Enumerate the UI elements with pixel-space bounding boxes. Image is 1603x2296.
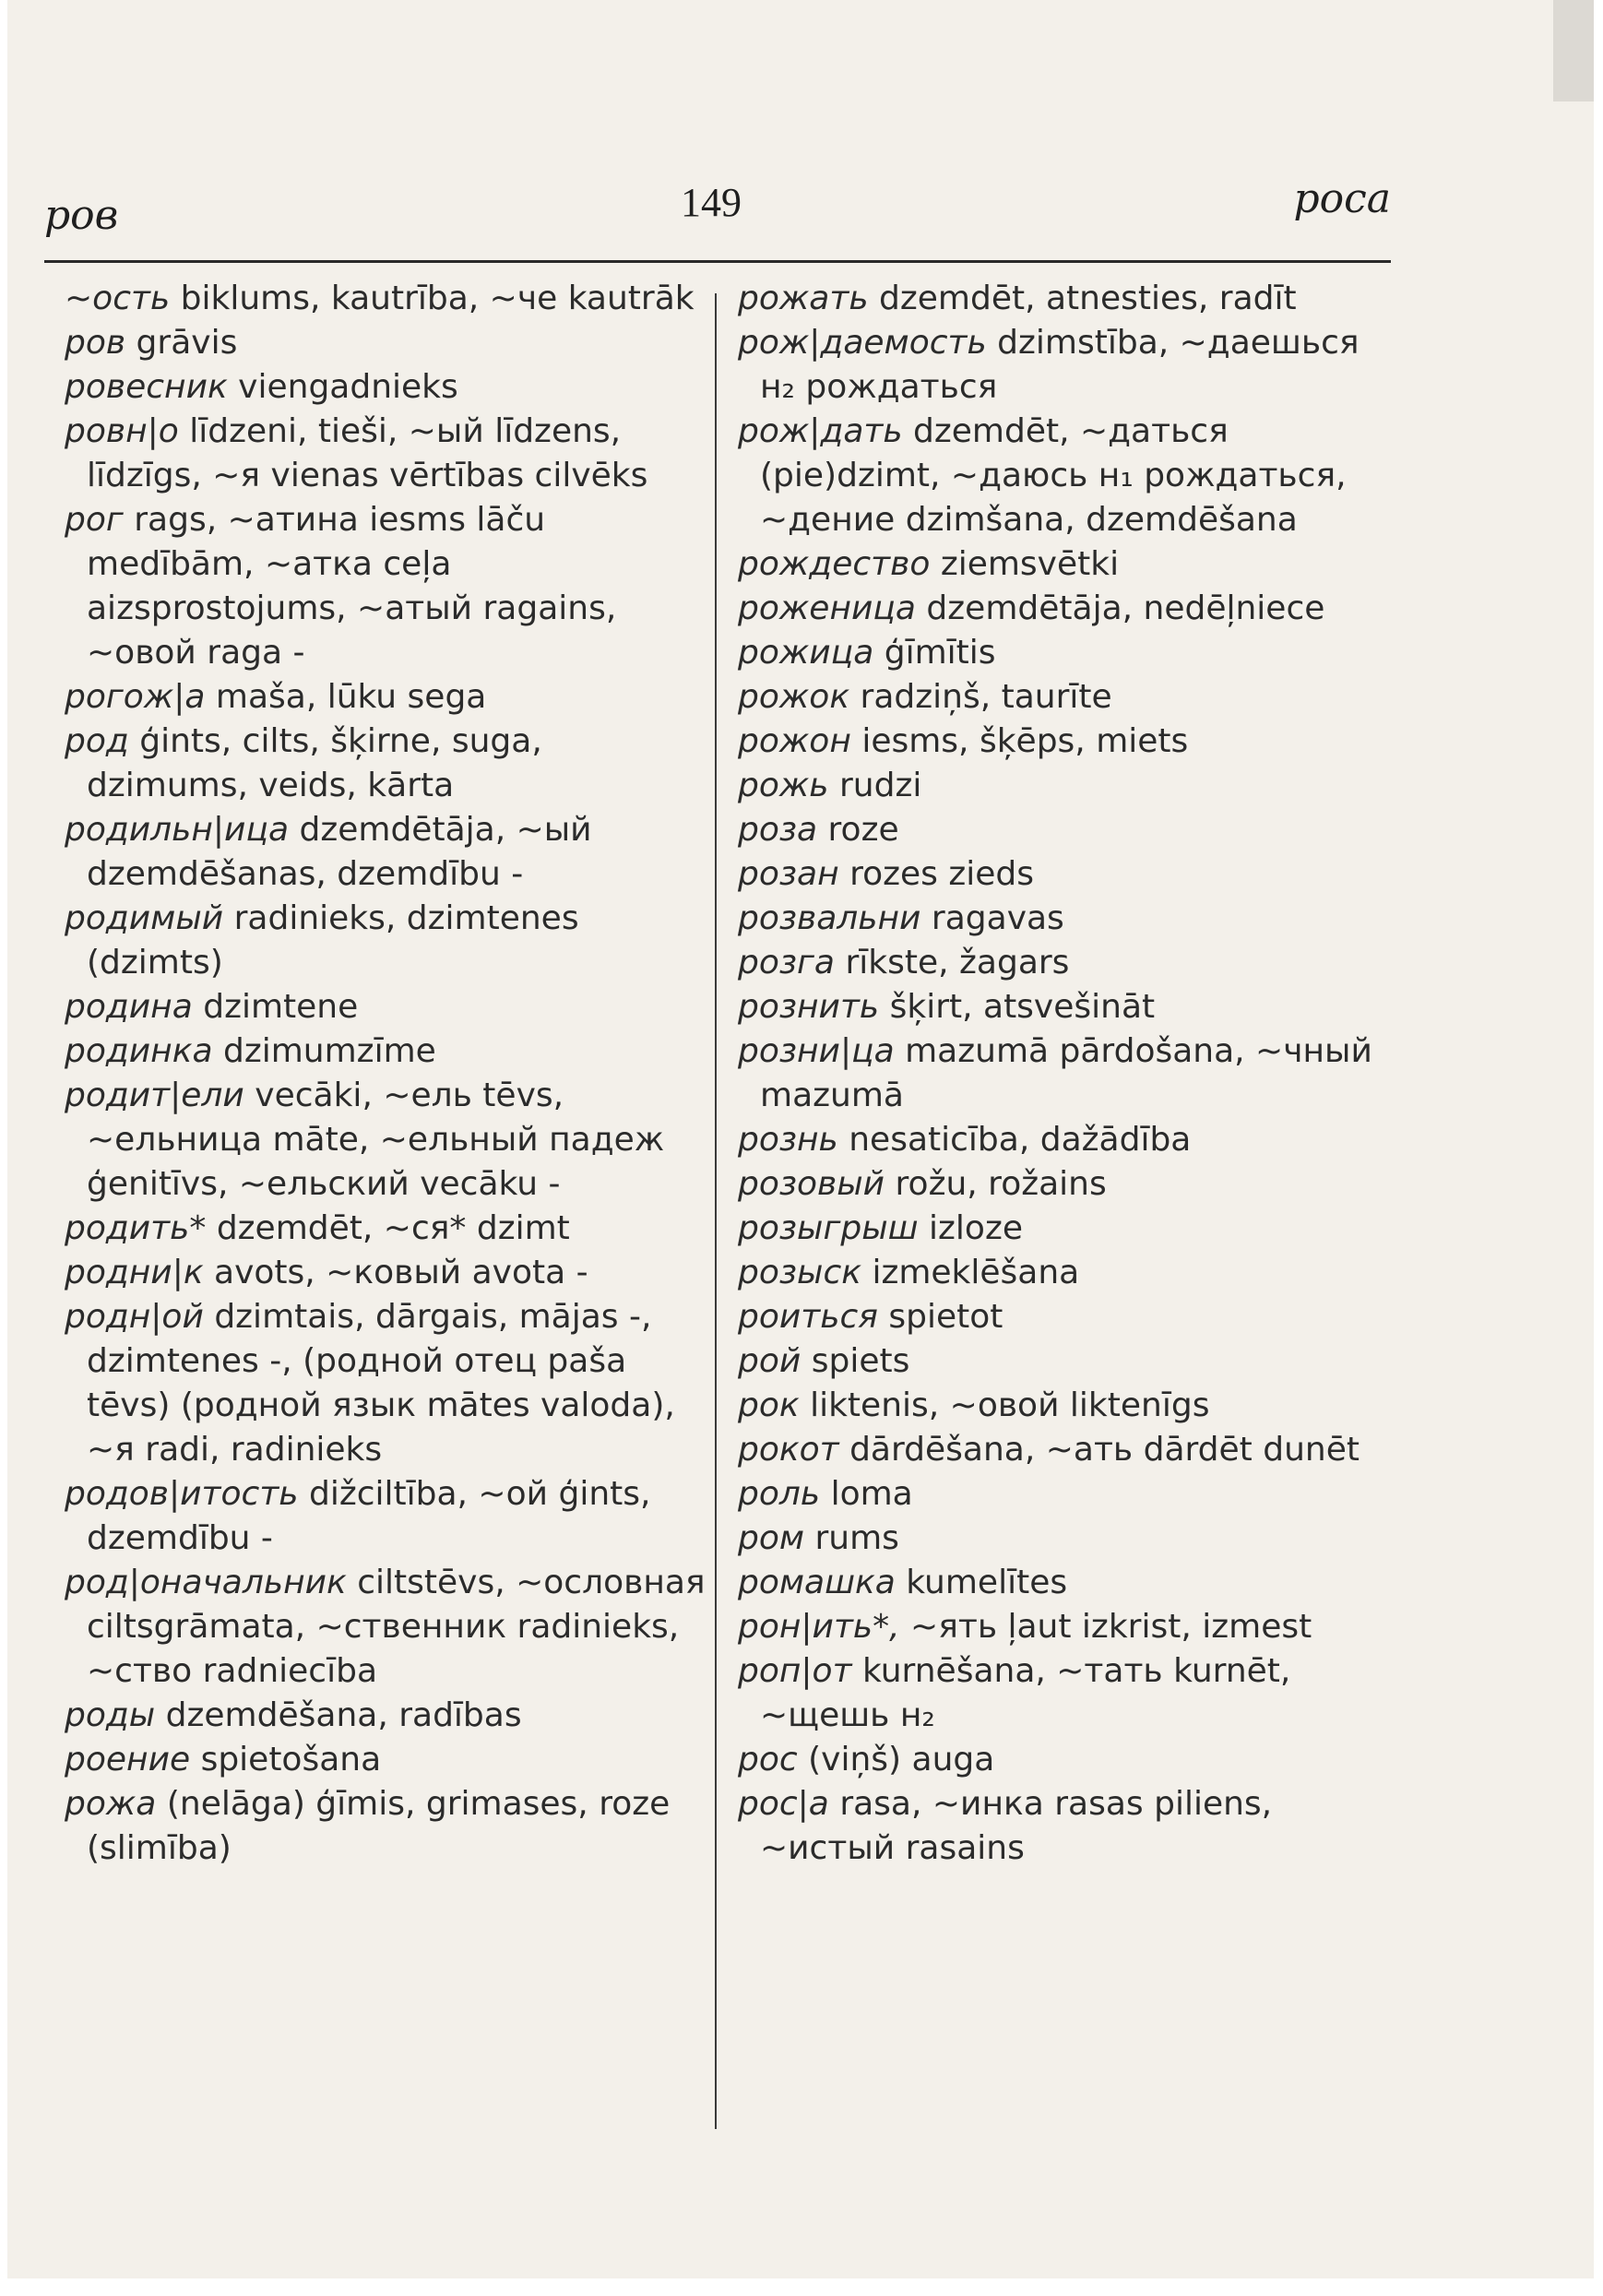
entry-headword: роза [738, 811, 818, 849]
entry-text: šķirt, atsvešināt [889, 988, 1156, 1026]
entry-text: liktenis, ~овой liktenīgs [810, 1386, 1210, 1424]
entry-headword: рогож|а [65, 678, 206, 716]
entry-headword: роение [65, 1741, 191, 1779]
entry-headword: ромашка [738, 1564, 896, 1601]
entry-text: dzimtene [203, 988, 359, 1026]
dictionary-entry [738, 1251, 1402, 1295]
entry-headword: родни|к [65, 1254, 204, 1291]
dictionary-entry [738, 631, 1402, 675]
entry-text: ragavas [931, 899, 1064, 937]
entry-headword: рожать [738, 280, 869, 317]
dictionary-entry [738, 1029, 1402, 1118]
entry-headword: родильн|ица [65, 811, 290, 849]
right-column [738, 277, 1402, 1871]
entry-text: rasa, ~инка rasas piliens, ~истый rasains [760, 1785, 1273, 1867]
entry-text: dzimtais, dārgais, mājas -, dzimtenes -, (родной отец paša tēvs) (родной язык mātes valoda), ~я radi, radinieks [87, 1298, 675, 1469]
entry-text: radinieks, dzimtenes (dzimts) [87, 899, 579, 981]
entry-text: dzemdētāja, ~ый dzemdēšanas, dzemdību - [87, 811, 592, 893]
dictionary-entry [738, 941, 1402, 985]
entry-text: dzemdētāja, nedēļniece [926, 589, 1325, 627]
entry-headword: рожон [738, 722, 851, 760]
dictionary-entry [65, 1561, 710, 1694]
dictionary-entry [738, 1738, 1402, 1782]
header-right-guide-word: роса [1293, 175, 1391, 222]
dictionary-entry [738, 1649, 1402, 1738]
entry-text: nesaticība, dažādība [849, 1121, 1192, 1159]
dictionary-entry [738, 1472, 1402, 1517]
entry-headword: ровн|о [65, 412, 179, 450]
dictionary-entry [65, 1029, 710, 1074]
dictionary-entry [738, 985, 1402, 1029]
entry-text: rums [814, 1519, 899, 1557]
dictionary-entry [738, 542, 1402, 587]
entry-headword: рок [738, 1386, 800, 1424]
entry-text: ciltstēvs, ~ословная ciltsgrāmata, ~ственник radinieks, ~ство radniecība [87, 1564, 706, 1690]
dictionary-entry [738, 764, 1402, 808]
dictionary-entry [738, 1605, 1402, 1649]
dictionary-entry [65, 498, 710, 675]
entry-headword: родит|ели [65, 1077, 244, 1114]
entry-headword: родимый [65, 899, 224, 937]
entry-text: rožu, rožains [895, 1165, 1107, 1203]
dictionary-entry [65, 410, 710, 498]
entry-headword: рос|а [738, 1785, 829, 1823]
entry-headword: рос [738, 1741, 798, 1779]
entry-headword: родина [65, 988, 193, 1026]
entry-text: rīkste, žagars [845, 944, 1070, 981]
dictionary-entry [738, 1162, 1402, 1207]
dictionary-entry [65, 897, 710, 985]
dictionary-entry [65, 1295, 710, 1472]
dictionary-entry [65, 808, 710, 897]
header-rule [44, 260, 1391, 263]
entry-headword: род [65, 722, 129, 760]
dictionary-entry [65, 720, 710, 808]
page-number: 149 [681, 180, 742, 225]
entry-headword: родов|итость [65, 1475, 299, 1513]
entry-text: rozes zieds [849, 855, 1035, 893]
dictionary-entry [738, 1782, 1402, 1871]
entry-text: iesms, šķēps, miets [861, 722, 1189, 760]
dictionary-entry [65, 675, 710, 720]
entry-text: loma [830, 1475, 913, 1513]
dictionary-entry [738, 277, 1402, 321]
entry-text: (nelāga) ģīmis, grimases, roze (slimība) [87, 1785, 671, 1867]
entry-headword: рон|ить*, [738, 1608, 900, 1646]
page-corner-curl [1553, 0, 1594, 101]
entry-headword: рож|дать [738, 412, 903, 450]
page-header [44, 166, 1391, 258]
entry-text: grāvis [136, 324, 238, 362]
entry-headword: розыск [738, 1254, 861, 1291]
entry-text: līdzeni, tieši, ~ый līdzens, līdzīgs, ~я vienas vērtības cilvēks [87, 412, 648, 494]
dictionary-entry [738, 720, 1402, 764]
dictionary-entry [65, 277, 710, 321]
entry-text: kurnēšana, ~тать kurnēt, ~щешь н₂ [760, 1652, 1291, 1734]
entry-text: dzemdēt, ~даться (pie)dzimt, ~даюсь н₁ рождаться, ~дение dzimšana, dzemdēšana [760, 412, 1347, 539]
dictionary-entry [738, 321, 1402, 410]
dictionary-entry [738, 1384, 1402, 1428]
dictionary-entry [65, 365, 710, 410]
entry-text: dzemdēšana, radības [165, 1696, 522, 1734]
entry-text: avots, ~ковый avota - [214, 1254, 588, 1291]
entry-text: ģints, cilts, šķirne, suga, dzimums, veids, kārta [87, 722, 542, 804]
entry-headword: ~ость [65, 280, 171, 317]
dictionary-entry [738, 675, 1402, 720]
entry-headword: розвальни [738, 899, 921, 937]
entry-headword: ром [738, 1519, 805, 1557]
dictionary-page [7, 0, 1594, 2278]
dictionary-entry [65, 1472, 710, 1561]
entry-headword: роженица [738, 589, 916, 627]
header-left-guide-word: ров [44, 192, 119, 239]
entry-text: kumelītes [906, 1564, 1068, 1601]
dictionary-entry [738, 897, 1402, 941]
dictionary-entry [738, 410, 1402, 542]
entry-text: rudzi [838, 767, 922, 804]
dictionary-entry [65, 1074, 710, 1207]
entry-text: dzimstība, ~даешься н₂ рождаться [760, 324, 1360, 406]
entry-text: dzemdēt, atnesties, radīt [879, 280, 1297, 317]
entry-headword: рожок [738, 678, 850, 716]
entry-headword: ров [65, 324, 126, 362]
entry-headword: розан [738, 855, 839, 893]
entry-text: mazumā pārdošana, ~чный mazumā [760, 1032, 1372, 1114]
entry-text: ~ять ļaut izkrist, izmest [910, 1608, 1312, 1646]
entry-text: viengadnieks [238, 368, 458, 406]
entry-text: spiets [811, 1342, 910, 1380]
dictionary-entry [65, 985, 710, 1029]
entry-headword: рокот [738, 1431, 839, 1469]
entry-headword: рож|даемость [738, 324, 987, 362]
entry-headword: розовый [738, 1165, 885, 1203]
dictionary-entry [65, 1251, 710, 1295]
dictionary-entry [65, 1738, 710, 1782]
entry-headword: рождество [738, 545, 931, 583]
entry-headword: родн|ой [65, 1298, 204, 1336]
entry-text: dižciltība, ~ой ģints, dzemdību - [87, 1475, 651, 1557]
entry-headword: род|оначальник [65, 1564, 347, 1601]
entry-text: ziemsvētki [940, 545, 1120, 583]
left-column [65, 277, 710, 1871]
entry-text: (viņš) auga [808, 1741, 995, 1779]
entry-headword: рознь [738, 1121, 838, 1159]
dictionary-entry [738, 1561, 1402, 1605]
dictionary-entry [65, 1782, 710, 1871]
column-divider [715, 293, 717, 2129]
dictionary-entry [738, 1295, 1402, 1339]
entry-headword: ровесник [65, 368, 228, 406]
dictionary-entry [738, 852, 1402, 897]
dictionary-entry [738, 1118, 1402, 1162]
entry-headword: рой [738, 1342, 802, 1380]
entry-text: vecāki, ~ель tēvs, ~ельница māte, ~ельный падеж ģenitīvs, ~ельский vecāku - [87, 1077, 665, 1203]
dictionary-entry [65, 321, 710, 365]
dictionary-entry [738, 1428, 1402, 1472]
entry-text: rags, ~атина iesms lāču medībām, ~атка ceļa aizsprostojums, ~атый ragains, ~овой raga - [87, 501, 617, 672]
entry-text: radziņš, taurīte [860, 678, 1112, 716]
entry-headword: рожица [738, 634, 874, 672]
entry-headword: розни|ца [738, 1032, 895, 1070]
dictionary-entry [738, 587, 1402, 631]
entry-headword: рознить [738, 988, 880, 1026]
entry-headword: рожь [738, 767, 829, 804]
entry-text: izmeklēšana [872, 1254, 1080, 1291]
entry-headword: роп|от [738, 1652, 852, 1690]
entry-text: spietot [888, 1298, 1003, 1336]
entry-headword: родинка [65, 1032, 213, 1070]
entry-headword: родить* [65, 1209, 207, 1247]
entry-headword: роль [738, 1475, 821, 1513]
dictionary-entry [738, 808, 1402, 852]
entry-text: biklums, kautrība, ~че kautrāk [180, 280, 695, 317]
entry-headword: роиться [738, 1298, 878, 1336]
entry-text: maša, lūku sega [215, 678, 487, 716]
dictionary-entry [65, 1694, 710, 1738]
entry-text: izloze [929, 1209, 1024, 1247]
dictionary-entry [738, 1517, 1402, 1561]
entry-headword: розга [738, 944, 835, 981]
entry-text: dārdēšana, ~ать dārdēt dunēt [849, 1431, 1360, 1469]
entry-headword: рог [65, 501, 124, 539]
dictionary-entry [738, 1339, 1402, 1384]
dictionary-entry [738, 1207, 1402, 1251]
entry-headword: розыгрыш [738, 1209, 919, 1247]
entry-text: dzemdēt, ~ся* dzimt [216, 1209, 570, 1247]
dictionary-entry [65, 1207, 710, 1251]
entry-text: ģīmītis [884, 634, 996, 672]
entry-headword: рожа [65, 1785, 157, 1823]
entry-text: roze [827, 811, 899, 849]
entry-headword: роды [65, 1696, 156, 1734]
entry-text: dzimumzīme [222, 1032, 436, 1070]
entry-text: spietošana [200, 1741, 382, 1779]
